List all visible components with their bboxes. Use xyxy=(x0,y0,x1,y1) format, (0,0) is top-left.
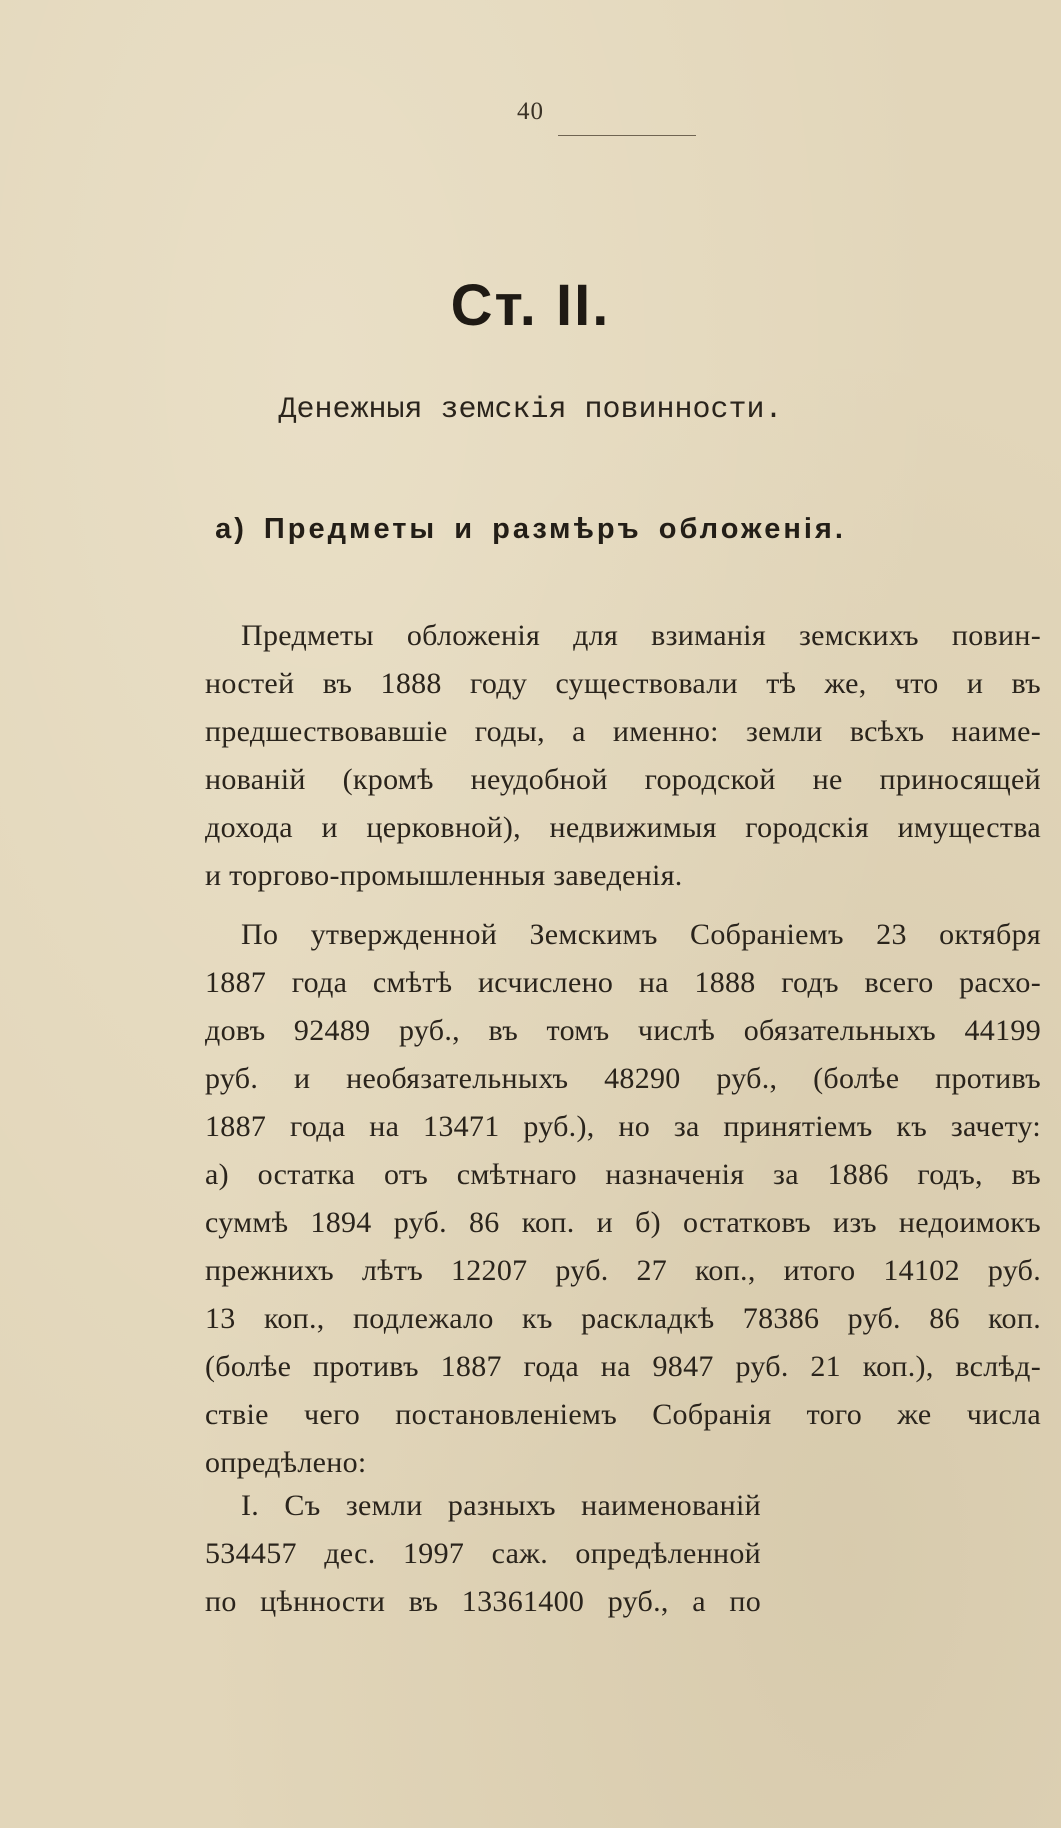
paragraph-line: По утвержденной Земскимъ Собраніемъ 23 октября xyxy=(241,918,1041,951)
paragraph-line: а) остатка отъ смѣтнаго назначенія за 1886 годъ, въ xyxy=(205,1158,1041,1191)
paragraph-line: Предметы обложенія для взиманія земскихъ повин- xyxy=(241,619,1041,652)
paragraph-line: и торгово-промышленныя заведенія. xyxy=(205,859,683,892)
paragraph-line: I. Съ земли разныхъ наименованій xyxy=(241,1489,761,1522)
paragraph-budget-estimate xyxy=(205,911,1041,1487)
paragraph-line: руб. и необязательныхъ 48290 руб., (болѣе противъ xyxy=(205,1062,1041,1095)
paragraph-line: 1887 года на 13471 руб.), но за принятіемъ къ зачету: xyxy=(205,1110,1041,1143)
paragraph-line: 13 коп., подлежало къ раскладкѣ 78386 руб. 86 коп. xyxy=(205,1302,1041,1335)
paragraph-line: (болѣе противъ 1887 года на 9847 руб. 21 коп.), вслѣд- xyxy=(205,1350,1041,1383)
paragraph-line: опредѣлено: xyxy=(205,1446,367,1479)
paragraph-line: 1887 года смѣтѣ исчислено на 1888 годъ всего расхо- xyxy=(205,966,1041,999)
paragraph-line: ствіе чего постановленіемъ Собранія того же числа xyxy=(205,1398,1041,1431)
article-heading: Ст. II. xyxy=(450,273,611,338)
paragraph-line: по цѣнности въ 13361400 руб., а по xyxy=(205,1585,761,1618)
page-number-rule xyxy=(558,135,696,136)
page-number: 40 xyxy=(517,98,544,125)
paragraph-line: довъ 92489 руб., въ томъ числѣ обязательныхъ 44199 xyxy=(205,1014,1041,1047)
paragraph-line: 534457 дес. 1997 саж. опредѣленной xyxy=(205,1537,761,1570)
paragraph-line: нованій (кромѣ неудобной городской не приносящей xyxy=(205,763,1041,796)
section-title: Денежныя земскія повинности. xyxy=(278,393,783,427)
paragraph-line: ностей въ 1888 году существовали тѣ же, что и въ xyxy=(205,667,1041,700)
paragraph-item-one xyxy=(205,1482,761,1626)
subsection-title: а) Предметы и размѣръ обложенія. xyxy=(215,513,846,545)
paragraph-line: дохода и церковной), недвижимыя городскія имущества xyxy=(205,811,1041,844)
paragraph-objects-of-taxation xyxy=(205,612,1041,900)
paragraph-line: суммѣ 1894 руб. 86 коп. и б) остатковъ изъ недоимокъ xyxy=(205,1206,1041,1239)
paragraph-line: прежнихъ лѣтъ 12207 руб. 27 коп., итого 14102 руб. xyxy=(205,1254,1041,1287)
paragraph-line: предшествовавшіе годы, а именно: земли всѣхъ наиме- xyxy=(205,715,1041,748)
